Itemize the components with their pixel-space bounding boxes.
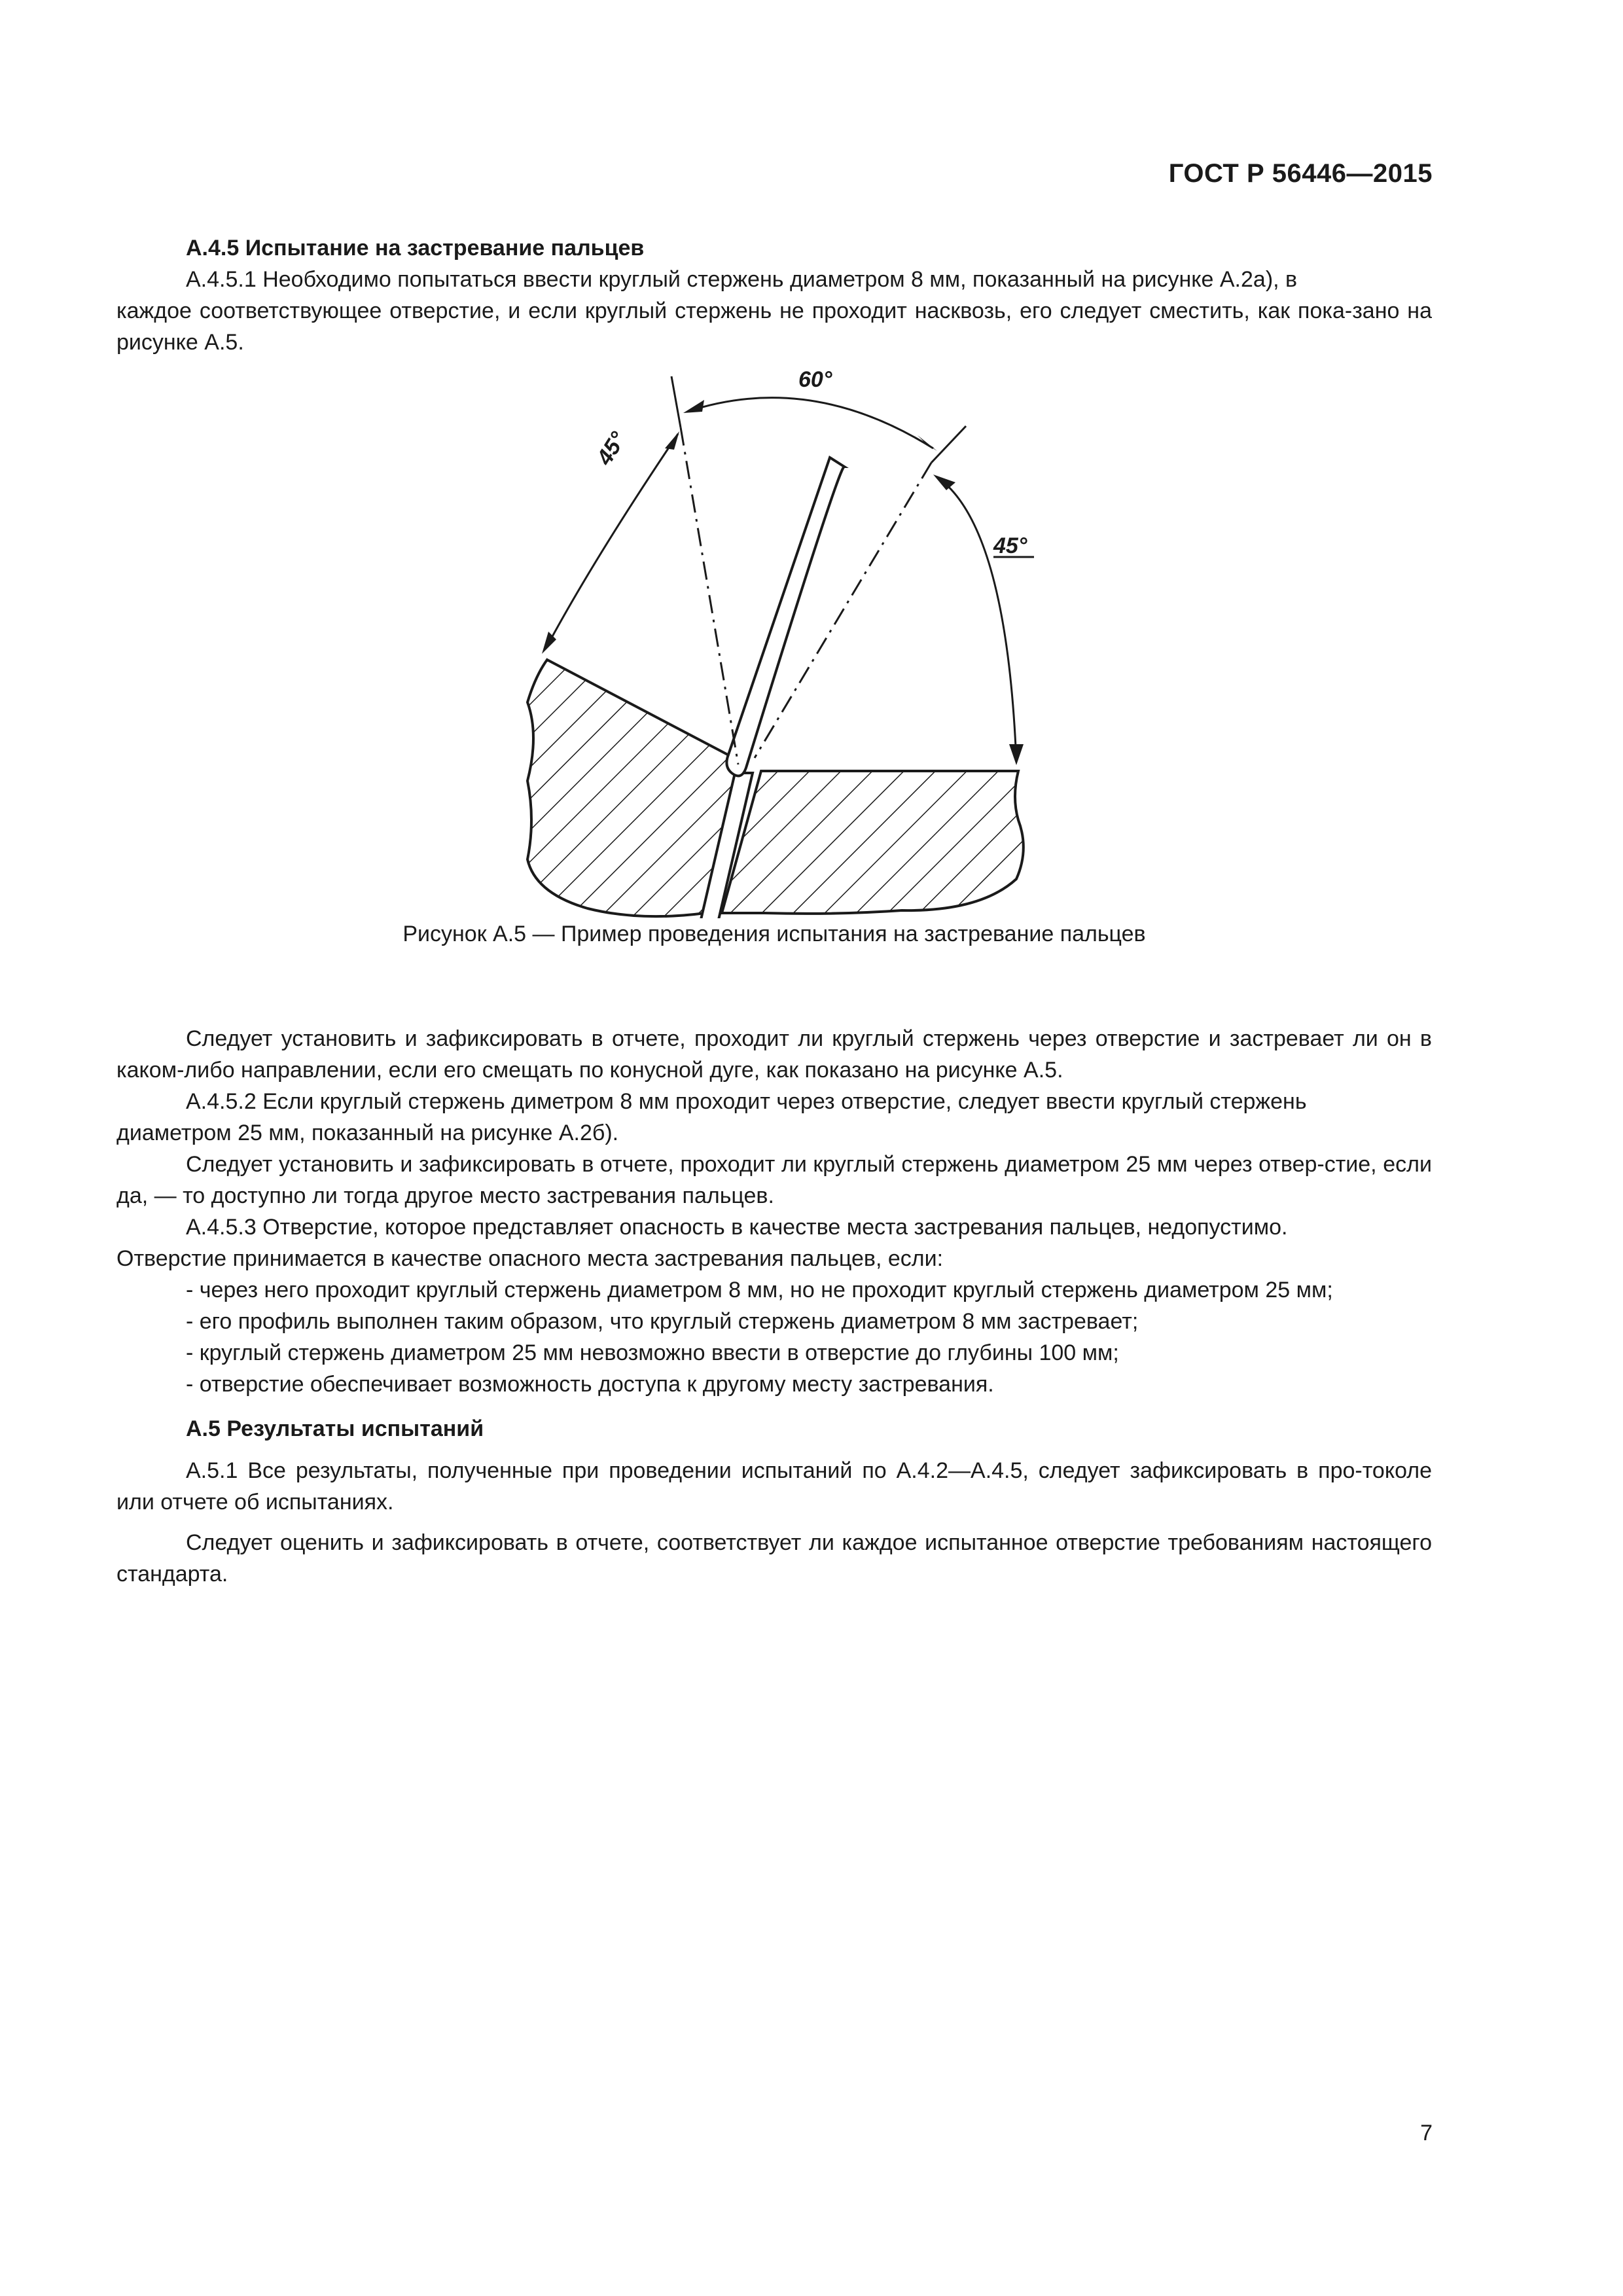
paragraph-a452-rest: диаметром 25 мм, показанный на рисунке А.2б). (116, 1121, 619, 1145)
test-rod (726, 457, 844, 776)
paragraph-a452-line1: А.4.5.2 Если круглый стержень диметром 8 мм проходит через отверстие, следует ввести круглый стержень (186, 1089, 1307, 1114)
axis-extension-left (671, 376, 681, 427)
figure-caption: Рисунок А.5 — Пример проведения испытания на застревание пальцев (402, 922, 1146, 946)
arc-60 (687, 398, 933, 448)
paragraph-a51: А.5.1 Все результаты, полученные при проведении испытаний по А.4.2—А.4.5, следует зафиксировать в про-токоле или отчете об испытаниях. (116, 1458, 1432, 1515)
arrow-60-right (918, 435, 937, 451)
page-content (116, 232, 1432, 1590)
page-number: 7 (1420, 2121, 1433, 2145)
section-heading-a5: А.5 Результаты испытаний (186, 1416, 484, 1441)
figure-a5 (116, 362, 1432, 918)
left-hatched-block (527, 660, 740, 916)
arrow-45-left-top (665, 431, 679, 450)
arrow-45-right-bottom (1009, 744, 1024, 765)
label-angle-45-left: 45° (592, 427, 632, 470)
finger-entrapment-diagram (116, 362, 1432, 918)
axis-extension-right (931, 426, 966, 463)
arrow-60-left (683, 400, 704, 413)
paragraph-a453-line1: А.4.5.3 Отверстие, которое представляет опасность в качестве места застревания пальцев, недопустимо. (186, 1215, 1288, 1240)
list-item: - его профиль выполнен таким образом, что круглый стержень диаметром 8 мм застревает; (186, 1309, 1139, 1334)
paragraph-a451-line1: А.4.5.1 Необходимо попытаться ввести круглый стержень диаметром 8 мм, показанный на рисунке А.2а), в (186, 267, 1298, 292)
list-item: - круглый стержень диаметром 25 мм невозможно ввести в отверстие до глубины 100 мм; (186, 1340, 1119, 1365)
axis-line-left (681, 427, 738, 764)
paragraph-report-25mm: Следует установить и зафиксировать в отчете, проходит ли круглый стержень диаметром 25 мм через отвер-стие, если да, — то доступно ли тогда другое место застревания пальцев. (116, 1152, 1432, 1208)
arrow-45-right-top (933, 475, 955, 490)
paragraph-a453-rest: Отверстие принимается в качестве опасного места застревания пальцев, если: (116, 1246, 944, 1271)
document-id: ГОСТ Р 56446—2015 (1168, 159, 1433, 188)
right-hatched-block (722, 771, 1024, 914)
paragraph-a5-assess: Следует оценить и зафиксировать в отчете, соответствует ли каждое испытанное отверстие требованиям настоящего стандарта. (116, 1530, 1432, 1587)
label-angle-60: 60° (798, 367, 832, 392)
list-item: - через него проходит круглый стержень диаметром 8 мм, но не проходит круглый стержень диаметром 25 мм; (186, 1278, 1333, 1302)
list-item: - отверстие обеспечивает возможность доступа к другому месту застревания. (186, 1372, 994, 1397)
paragraph-a451-rest: каждое соответствующее отверстие, и если круглый стержень не проходит насквозь, его следует сместить, как пока-зано на рисунке А.5. (116, 298, 1432, 355)
paragraph-report-conic: Следует установить и зафиксировать в отчете, проходит ли круглый стержень через отверстие и застревает ли он в каком-либо направлении, если его смещать по конусной дуге, как показано на рисунке А.5. (116, 1026, 1432, 1083)
section-heading-a45: А.4.5 Испытание на застревание пальцев (186, 236, 645, 260)
label-angle-45-right: 45° (993, 533, 1027, 558)
arc-45-right (937, 477, 1016, 761)
